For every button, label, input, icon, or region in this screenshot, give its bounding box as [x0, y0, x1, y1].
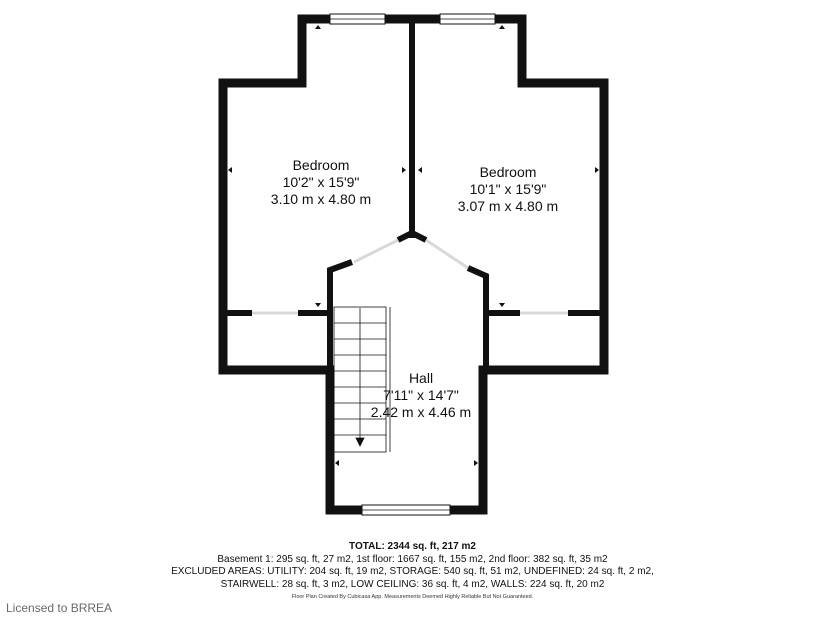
wall-hall-left-angle [330, 262, 352, 284]
area-total: TOTAL: 2344 sq. ft, 217 m2 [349, 541, 476, 552]
room-label-bedroom-left [241, 157, 401, 208]
disclaimer: Floor Plan Created By Cubicasa App. Measurements Deemed Highly Reliable But Not Guaranteed. [291, 594, 534, 600]
door-left-bedroom [354, 240, 398, 262]
room-name: Hall [408, 370, 434, 386]
room-dimensions-metric: 3.07 m x 4.80 m [457, 198, 559, 214]
area-excluded-2: STAIRWELL: 28 sq. ft, 3 m2, LOW CEILING: 36 sq. ft, 4 m2, WALLS: 224 sq. ft, 20 m2 [220, 578, 605, 590]
door-right-bedroom [426, 240, 468, 268]
room-dimensions-imperial: 10'2" x 15'9" [282, 174, 360, 190]
room-dimensions-metric: 3.10 m x 4.80 m [270, 191, 372, 207]
room-label-bedroom-right [428, 164, 588, 215]
room-dimensions-imperial: 10'1" x 15'9" [469, 181, 547, 197]
room-dimensions-imperial: 7'11" x 14'7" [383, 387, 459, 403]
room-label-hall [341, 370, 501, 421]
stair-arrow-icon [356, 438, 364, 446]
wall-hall-right-angle [468, 268, 486, 312]
area-floors: Basement 1: 295 sq. ft, 27 m2, 1st floor: 1667 sq. ft, 155 m2, 2nd floor: 382 sq. ft, 35 m2 [217, 553, 608, 565]
doors [252, 240, 568, 313]
room-dimensions-metric: 2.42 m x 4.46 m [370, 404, 472, 420]
room-name: Bedroom [479, 164, 537, 180]
room-name: Bedroom [292, 157, 350, 173]
area-summary [0, 541, 825, 602]
watermark-license: Licensed to BRREA [6, 601, 113, 615]
area-excluded-1: EXCLUDED AREAS: UTILITY: 204 sq. ft, 19 m2, STORAGE: 540 sq. ft, 51 m2, UNDEFINED: 24 sq. ft, 2 m2, [171, 566, 654, 577]
